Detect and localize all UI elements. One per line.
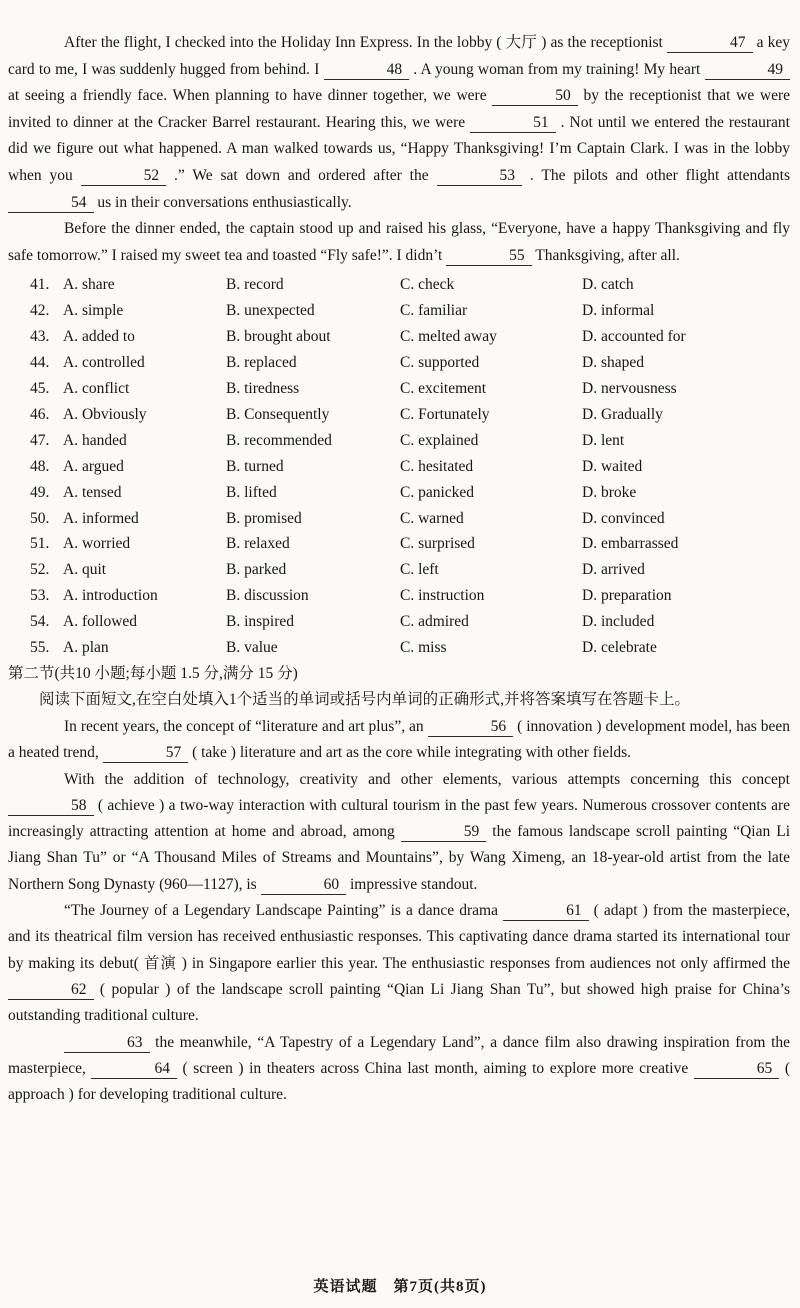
passage-paragraph: “The Journey of a Legendary Landscape Painting” is a dance drama 61 ( adapt ) from the masterpiece, and its theatrical film version has received enthusiastic responses. This captivating dance drama started its international tour by making its debut( 首演 ) in Singapore earlier this year. The enthusiastic responses from audiences not only affirmed the 62 ( popular ) of the landscape scroll painting “Qian Li Jiang Shan Tu”, but showed high praise for China’s outstanding traditional culture.	[8, 902, 790, 1025]
option-b: B. brought about	[226, 328, 331, 346]
option-d: D. shaped	[582, 354, 644, 372]
option-b: B. lifted	[226, 483, 277, 501]
option-c: C. hesitated	[400, 457, 474, 475]
option-d: D. arrived	[582, 561, 645, 579]
blank-64: 64	[91, 1059, 177, 1079]
option-b: B. inspired	[226, 613, 295, 631]
cloze-passage	[8, 30, 790, 269]
option-row	[30, 480, 790, 506]
option-number: 44.	[30, 354, 50, 372]
option-d: D. celebrate	[582, 639, 657, 657]
option-c: C. left	[400, 561, 439, 579]
option-c: C. familiar	[400, 302, 468, 320]
blank-58: 58	[8, 796, 94, 816]
option-b: B. value	[226, 639, 278, 657]
option-a: 53. A. introduction	[30, 583, 226, 609]
option-number: 41.	[30, 276, 50, 294]
option-row	[30, 454, 790, 480]
option-d: D. accounted for	[582, 328, 686, 346]
options-table	[8, 272, 790, 661]
blank-47: 47	[667, 33, 753, 53]
option-row	[30, 402, 790, 428]
option-d: D. preparation	[582, 587, 672, 605]
option-a: 52. A. quit	[30, 557, 226, 583]
blank-63: 63	[64, 1033, 150, 1053]
option-d: D. catch	[582, 276, 634, 294]
option-b: B. parked	[226, 561, 287, 579]
blank-59: 59	[401, 822, 487, 842]
option-d: D. included	[582, 613, 655, 631]
blank-52: 52	[81, 166, 167, 186]
option-a: 42. A. simple	[30, 298, 226, 324]
option-d: D. Gradually	[582, 405, 663, 423]
option-row	[30, 557, 790, 583]
passage-paragraph: Before the dinner ended, the captain stood up and raised his glass, “Everyone, have a happy Thanksgiving and fly safe tomorrow.” I raised my sweet tea and toasted “Fly safe!”. I didn’t 55 Thanksgiving, after all.	[8, 220, 790, 264]
option-row	[30, 376, 790, 402]
option-c: C. check	[400, 276, 455, 294]
option-a: 45. A. conflict	[30, 376, 226, 402]
option-row	[30, 635, 790, 661]
option-c: C. Fortunately	[400, 405, 490, 423]
option-a: 44. A. controlled	[30, 350, 226, 376]
option-c: C. warned	[400, 509, 464, 527]
passage-paragraph: 63 the meanwhile, “A Tapestry of a Legendary Land”, a dance film also drawing inspiration from the masterpiece, 64 ( screen ) in theaters across China last month, aiming to explore more creative 65 ( approach ) for developing traditional culture.	[8, 1033, 790, 1104]
blank-65: 65	[694, 1059, 780, 1079]
option-d: D. embarrassed	[582, 535, 679, 553]
option-number: 51.	[30, 535, 50, 553]
option-row	[30, 506, 790, 532]
option-a: 43. A. added to	[30, 324, 226, 350]
option-b: B. replaced	[226, 354, 297, 372]
grammar-passage	[8, 714, 790, 1108]
option-number: 50.	[30, 509, 50, 527]
option-c: C. instruction	[400, 587, 485, 605]
option-d: D. lent	[582, 431, 625, 449]
option-row	[30, 298, 790, 324]
blank-50: 50	[492, 86, 578, 106]
option-a: 51. A. worried	[30, 531, 226, 557]
blank-51: 51	[470, 113, 556, 133]
section2-heading: 第二节(共10 小题;每小题 1.5 分,满分 15 分)	[8, 664, 298, 682]
option-c: C. excitement	[400, 379, 487, 397]
option-d: D. broke	[582, 483, 637, 501]
option-d: D. informal	[582, 302, 655, 320]
blank-57: 57	[103, 743, 189, 763]
blank-48: 48	[324, 60, 410, 80]
option-a: 41. A. share	[30, 272, 226, 298]
passage-paragraph: In recent years, the concept of “literature and art plus”, an 56 ( innovation ) development model, has been a heated trend, 57 ( take ) literature and art as the core while integrating with other fields.	[8, 717, 790, 762]
option-a: 48. A. argued	[30, 454, 226, 480]
option-c: C. explained	[400, 431, 479, 449]
option-row	[30, 583, 790, 609]
option-a: 46. A. Obviously	[30, 402, 226, 428]
option-number: 54.	[30, 613, 50, 631]
option-b: B. discussion	[226, 587, 309, 605]
option-b: B. promised	[226, 509, 302, 527]
option-b: B. record	[226, 276, 284, 294]
option-a: 50. A. informed	[30, 506, 226, 532]
option-a: 54. A. followed	[30, 609, 226, 635]
blank-61: 61	[503, 901, 589, 921]
option-a: 49. A. tensed	[30, 480, 226, 506]
option-b: B. turned	[226, 457, 284, 475]
blank-60: 60	[261, 875, 347, 895]
option-b: B. tiredness	[226, 379, 300, 397]
option-number: 42.	[30, 302, 50, 320]
option-c: C. melted away	[400, 328, 497, 346]
option-number: 49.	[30, 483, 50, 501]
option-row	[30, 324, 790, 350]
blank-55: 55	[446, 246, 532, 266]
option-c: C. miss	[400, 639, 447, 657]
option-c: C. surprised	[400, 535, 475, 553]
passage-paragraph: After the flight, I checked into the Holiday Inn Express. In the lobby ( 大厅 ) as the receptionist 47 a key card to me, I was suddenly hugged from behind. I 48 . A young woman from my training! My heart 49 at seeing a friendly face. When planning to have dinner together, we were 50 by the receptionist that we were invited to dinner at the Cracker Barrel restaurant. Hearing this, we were 51 . Not until we entered the restaurant did we figure out what happened. A man walked towards us, “Happy Thanksgiving! I’m Captain Clark. I was in the lobby when you 52 .” We sat down and ordered after the 53 . The pilots and other flight attendants 54 us in their conversations enthusiastically.	[8, 34, 790, 211]
option-number: 48.	[30, 457, 50, 475]
option-d: D. waited	[582, 457, 643, 475]
option-number: 47.	[30, 431, 50, 449]
option-number: 43.	[30, 328, 50, 346]
option-d: D. convinced	[582, 509, 665, 527]
page-footer: 英语试题 第7页(共8页)	[313, 1279, 487, 1295]
passage-paragraph: With the addition of technology, creativity and other elements, various attempts concerning this concept 58 ( achieve ) a two-way interaction with cultural tourism in the past few years. Numerous crossover contents are increasingly attracting attention at home and abroad, among 59 the famous landscape scroll painting “Qian Li Jiang Shan Tu” or “A Thousand Miles of Streams and Mountains”, by Wang Ximeng, an 18-year-old artist from the late Northern Song Dynasty (960—1127), is 60 impressive standout.	[8, 770, 790, 893]
option-row	[30, 531, 790, 557]
option-row	[30, 350, 790, 376]
option-row	[30, 272, 790, 298]
option-number: 52.	[30, 561, 50, 579]
option-b: B. recommended	[226, 431, 332, 449]
blank-54: 54	[8, 193, 94, 213]
option-c: C. panicked	[400, 483, 475, 501]
option-number: 46.	[30, 405, 50, 423]
option-d: D. nervousness	[582, 379, 677, 397]
option-row	[30, 428, 790, 454]
option-number: 45.	[30, 379, 50, 397]
option-number: 53.	[30, 587, 50, 605]
blank-53: 53	[437, 166, 523, 186]
option-b: B. relaxed	[226, 535, 290, 553]
blank-62: 62	[8, 980, 94, 1000]
option-c: C. admired	[400, 613, 469, 631]
option-c: C. supported	[400, 354, 480, 372]
blank-49: 49	[705, 60, 791, 80]
option-b: B. unexpected	[226, 302, 315, 320]
option-row	[30, 609, 790, 635]
option-number: 55.	[30, 639, 50, 657]
option-a: 55. A. plan	[30, 635, 226, 661]
option-a: 47. A. handed	[30, 428, 226, 454]
option-b: B. Consequently	[226, 405, 330, 423]
blank-56: 56	[428, 717, 514, 737]
section2-instructions: 阅读下面短文,在空白处填入1个适当的单词或括号内单词的正确形式,并将答案填写在答题卡上。	[39, 691, 691, 709]
